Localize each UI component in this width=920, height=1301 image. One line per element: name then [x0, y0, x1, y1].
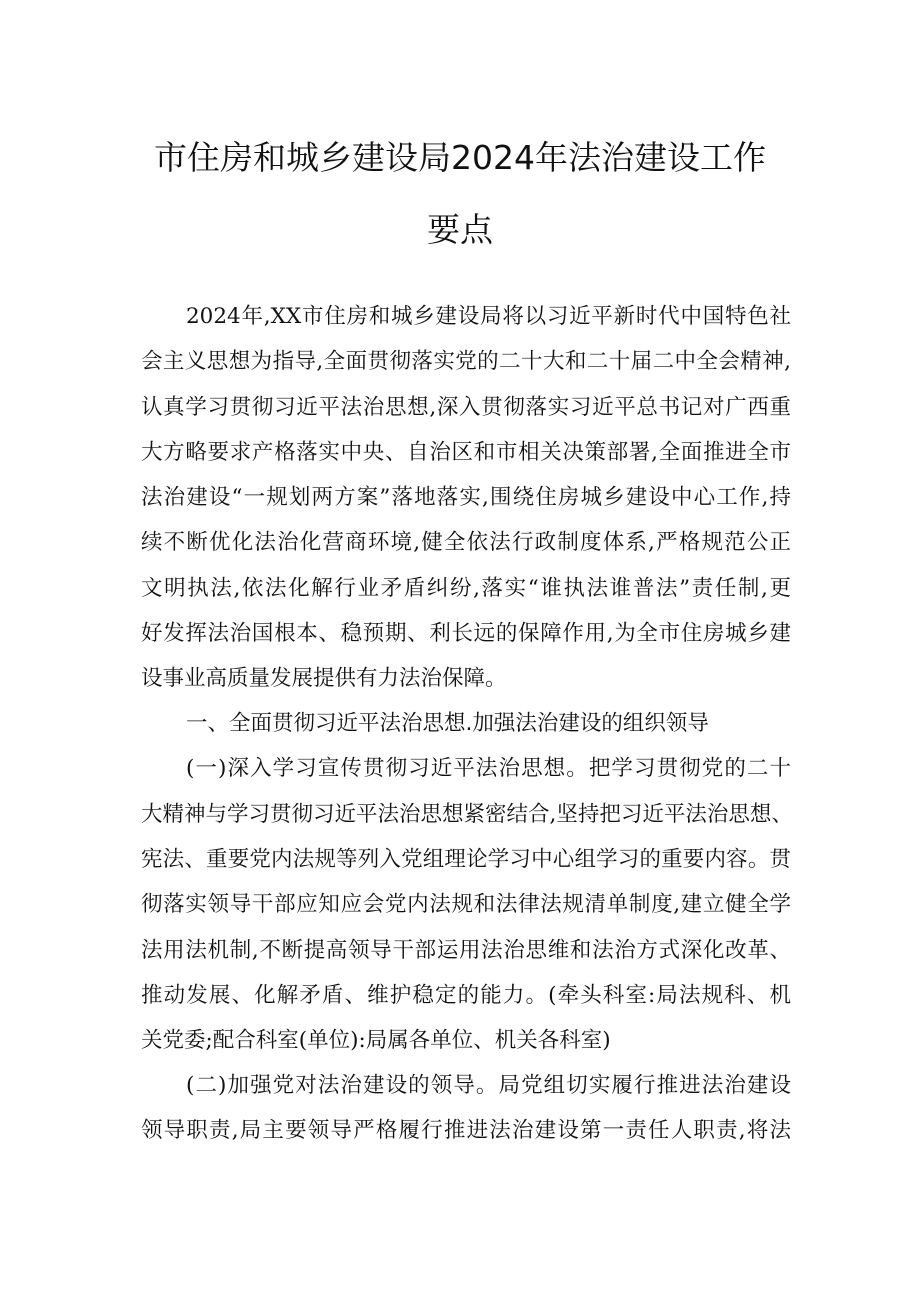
- para1-line-6: 推动发展、化解矛盾、维护稳定的能力。(牵头科室:局法规科、机: [141, 983, 791, 1008]
- intro-line-4: 大方略要求产格落实中央、自治区和市相关决策部署,全面推进全市: [141, 440, 791, 465]
- para1-line-5: 法用法机制,不断提高领导干部运用法治思维和法治方式深化改革、: [141, 938, 791, 963]
- para1-line-3: 宪法、重要党内法规等列入党组理论学习中心组学习的重要内容。贯: [141, 847, 791, 872]
- para1-line-1: (一)深入学习宣传贯彻习近平法治思想。把学习贯彻党的二十: [186, 756, 791, 781]
- intro-line-2: 会主义思想为指导,全面贯彻落实党的二十大和二十届二中全会精神,: [141, 349, 791, 374]
- document-title-line-2: 要点: [427, 210, 493, 249]
- para1-line-4: 彻落实领导干部应知应会党内法规和法律法规清单制度,建立健全学: [141, 892, 791, 917]
- intro-line-9: 设事业高质量发展提供有力法治保障。: [141, 666, 507, 691]
- intro-line-6: 续不断优化法治化营商环境,健全依法行政制度体系,严格规范公正: [141, 530, 791, 555]
- intro-line-1: 2024年,XX市住房和城乡建设局将以习近平新时代中国特色社: [186, 304, 791, 329]
- para2-line-2: 领导职责,局主要领导严格履行推进法治建设第一责任人职责,将法: [141, 1118, 791, 1143]
- document-title-line-1: 市住房和城乡建设局2024年法治建设工作: [154, 138, 766, 177]
- intro-line-5: 法治建设“一规划两方案”落地落实,围绕住房城乡建设中心工作,持: [141, 485, 791, 510]
- intro-line-8: 好发挥法治国根本、稳预期、利长远的保障作用,为全市住房城乡建: [141, 621, 791, 646]
- para1-line-7: 关党委;配合科室(单位):局属各单位、机关各科室): [141, 1028, 611, 1053]
- intro-line-3: 认真学习贯彻习近平法治思想,深入贯彻落实习近平总书记对广西重: [141, 395, 791, 420]
- intro-line-7: 文明执法,依法化解行业矛盾纠纷,落实“谁执法谁普法”责任制,更: [141, 576, 791, 601]
- section-1-heading: 一、全面贯彻习近平法治思想.加强法治建设的组织领导: [186, 711, 709, 736]
- para1-line-2: 大精神与学习贯彻习近平法治思想紧密结合,坚持把习近平法治思想、: [141, 802, 793, 827]
- para2-line-1: (二)加强党对法治建设的领导。局党组切实履行推进法治建设: [186, 1073, 791, 1098]
